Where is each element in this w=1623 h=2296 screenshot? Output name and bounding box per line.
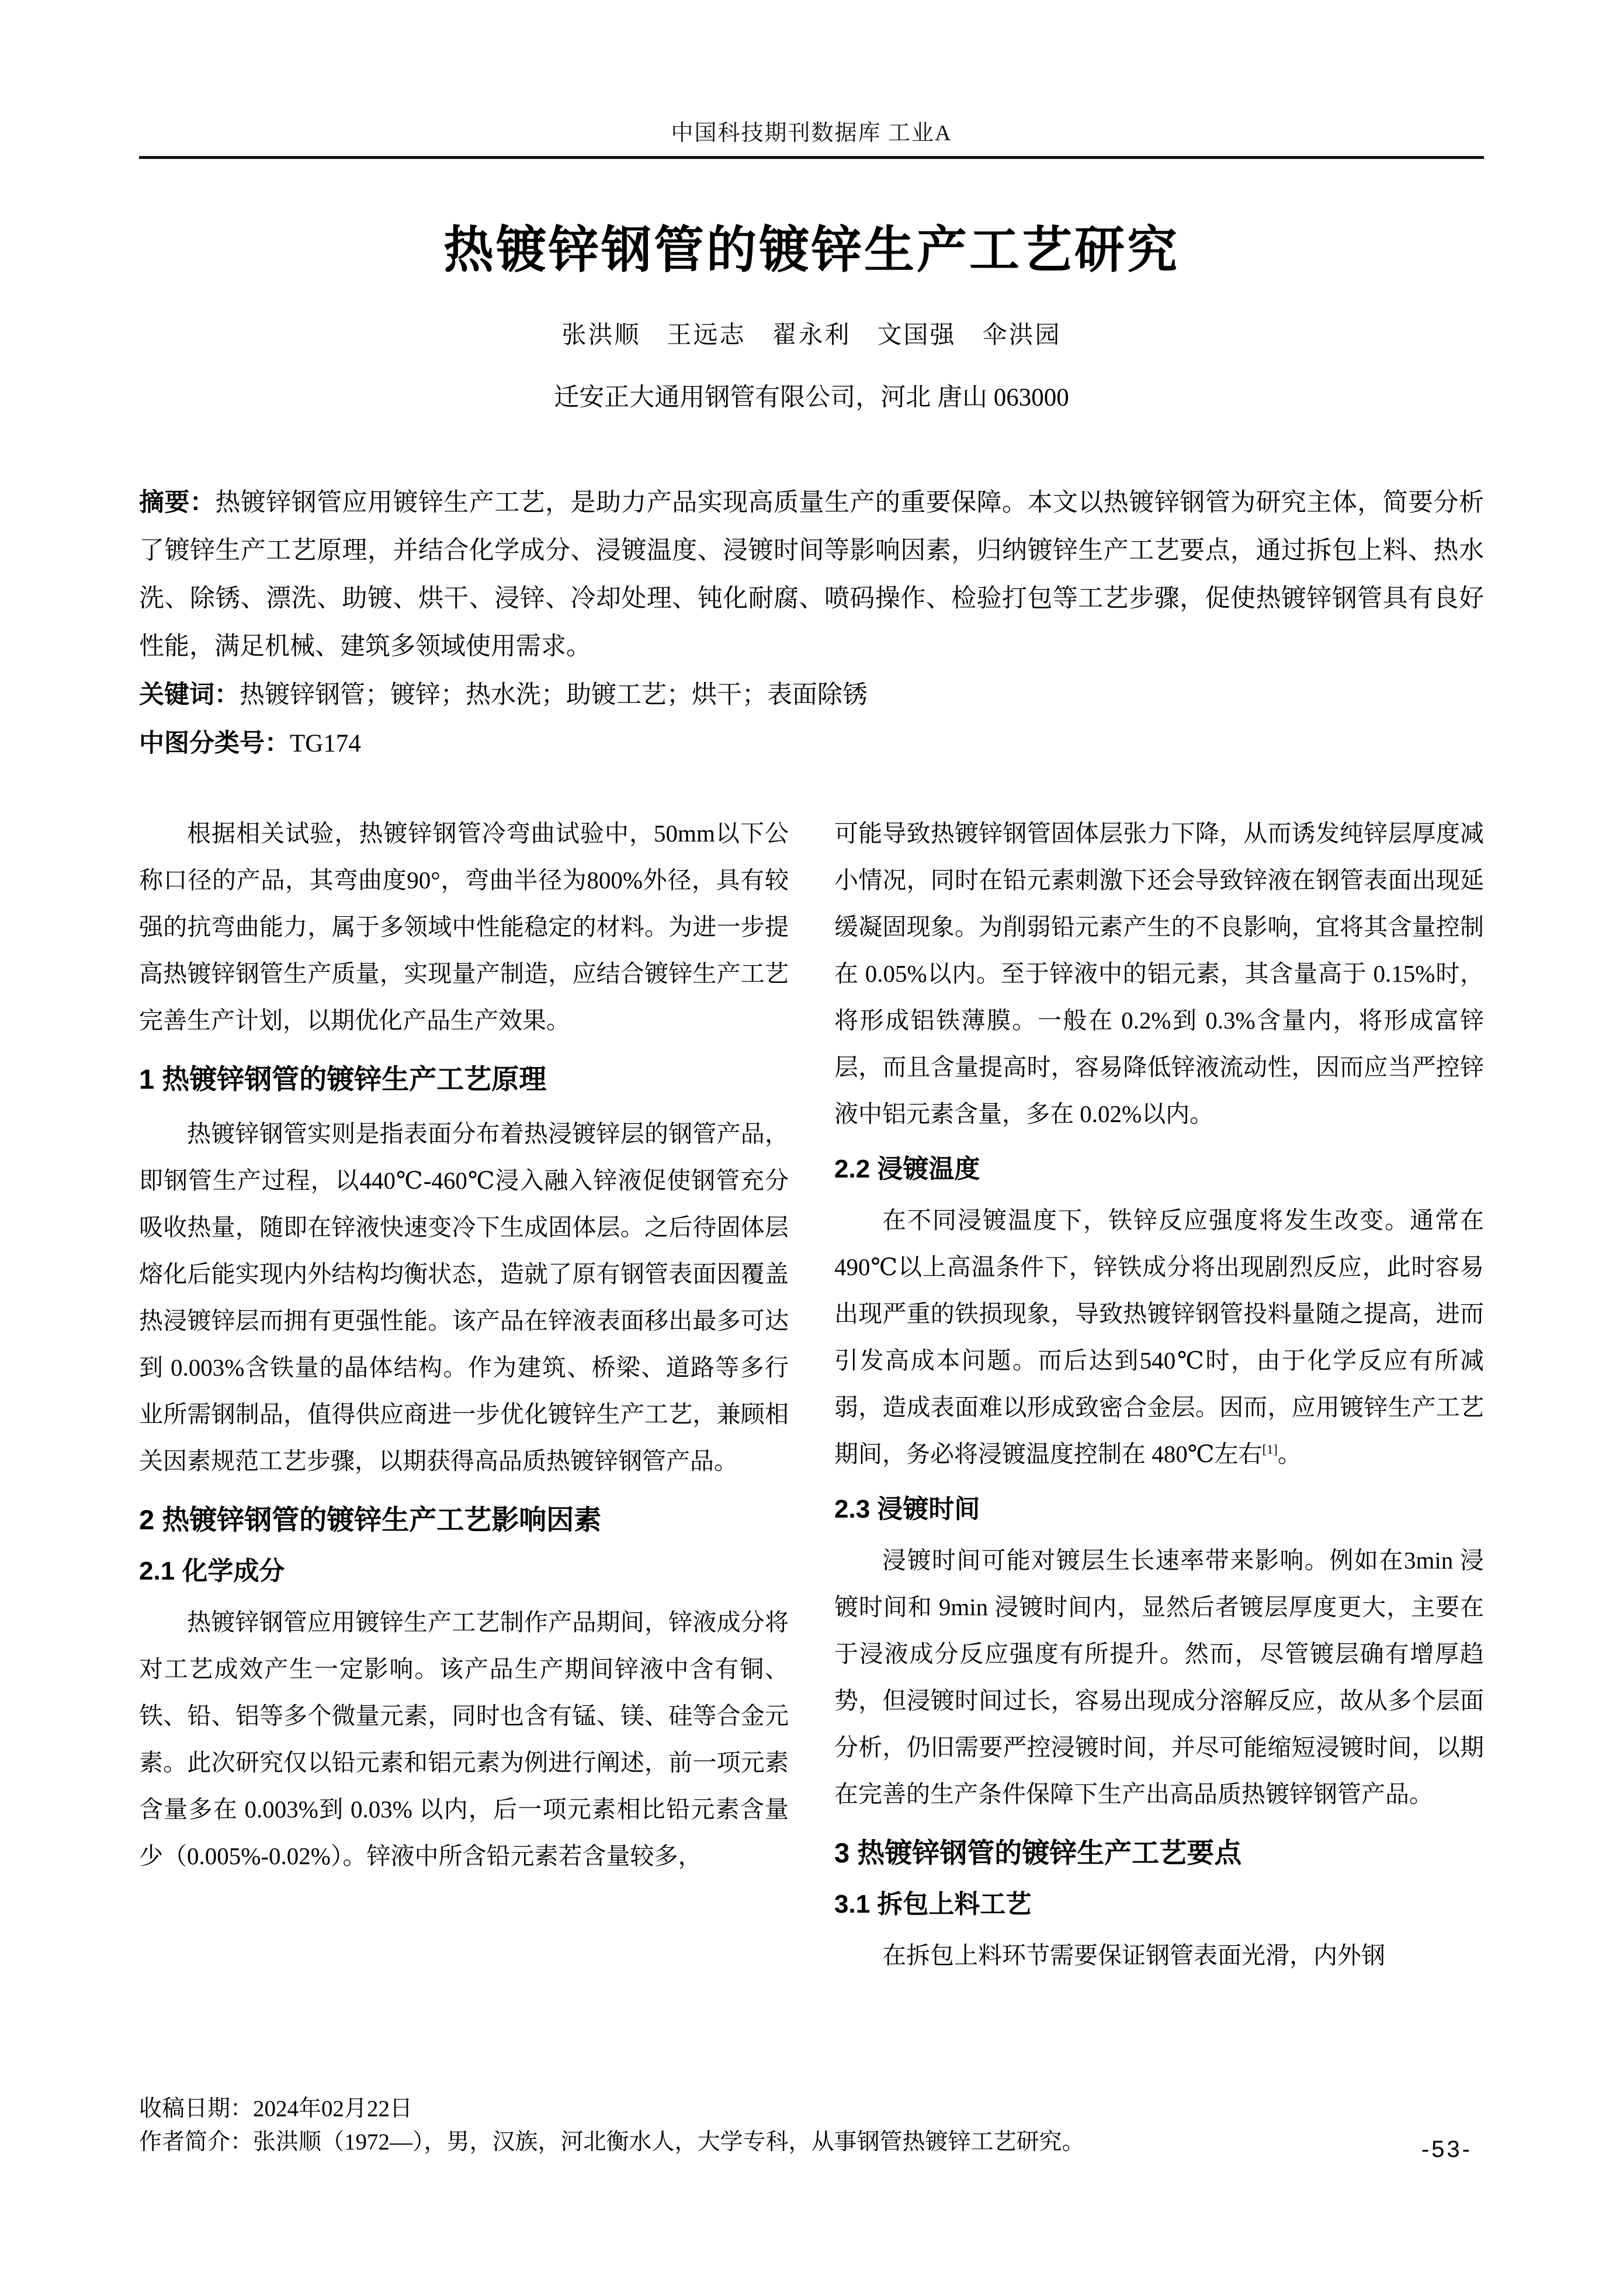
header-divider bbox=[139, 156, 1484, 159]
clc-label: 中图分类号： bbox=[139, 729, 290, 757]
footnote-block bbox=[139, 2092, 1484, 2159]
paragraph-tail: 。 bbox=[1277, 1440, 1302, 1467]
page-title: 热镀锌钢管的镀锌生产工艺研究 bbox=[443, 222, 1180, 278]
reference-marker: [1] bbox=[1262, 1442, 1278, 1457]
left-column bbox=[139, 810, 789, 1879]
keywords-label: 关键词： bbox=[139, 681, 240, 709]
right-column bbox=[834, 810, 1484, 1979]
abstract-label: 摘要： bbox=[139, 489, 216, 517]
keywords-text: 热镀锌钢管；镀锌；热水洗；助镀工艺；烘干；表面除锈 bbox=[240, 681, 868, 709]
body-columns bbox=[139, 810, 1484, 2072]
paragraph: 热镀锌钢管实则是指表面分布着热浸镀锌层的钢管产品，即钢管生产过程，以440℃-460℃浸入融入锌液促使钢管充分吸收热量，随即在锌液快速变冷下生成固体层。之后待固体层熔化后能实现内外结构均衡状态，造就了原有钢管表面因覆盖热浸镀锌层而拥有更强性能。该产品在锌液表面移出最多可达到 0.003%含铁量的晶体结构。作为建筑、桥梁、道路等多行业所需钢制品，值得供应商进一步优化镀锌生产工艺，兼顾相关因素规范工艺步骤，以期获得高品质热镀锌钢管产品。 bbox=[139, 1120, 789, 1474]
paragraph bbox=[834, 1197, 1484, 1477]
section-heading-2: 2 热镀锌钢管的镀锌生产工艺影响因素 bbox=[139, 1504, 602, 1535]
footnote-received-date: 收稿日期：2024年02月22日 bbox=[139, 2096, 413, 2121]
page-number: -53- bbox=[1421, 2136, 1472, 2162]
abstract-text: 热镀锌钢管应用镀锌生产工艺，是助力产品实现高质量生产的重要保障。本文以热镀锌钢管为研究主体，简要分析了镀锌生产工艺原理，并结合化学成分、浸镀温度、浸镀时间等影响因素，归纳镀锌生产工艺要点，通过拆包上料、热水洗、除锈、漂洗、助镀、烘干、浸锌、冷却处理、钝化耐腐、喷码操作、检验打包等工艺步骤，促使热镀锌钢管具有良好性能，满足机械、建筑多领域使用需求。 bbox=[139, 489, 1485, 660]
subsection-heading-3-1: 3.1 拆包上料工艺 bbox=[834, 1890, 1032, 1918]
authors-line: 张洪顺 王远志 翟永利 文国强 伞洪园 bbox=[561, 322, 1062, 349]
footnote-author-bio: 作者简介：张洪顺（1972—），男，汉族，河北衡水人，大学专科，从事钢管热镀锌工艺研究。 bbox=[139, 2129, 1085, 2155]
subsection-heading-2-3: 2.3 浸镀时间 bbox=[834, 1495, 980, 1523]
journal-header-text: 中国科技期刊数据库 工业A bbox=[671, 121, 952, 146]
paragraph: 在拆包上料环节需要保证钢管表面光滑，内外钢 bbox=[882, 1942, 1385, 1969]
clc-value: TG174 bbox=[290, 730, 361, 757]
paragraph: 根据相关试验，热镀锌钢管冷弯曲试验中，50mm以下公称口径的产品，其弯曲度90°，弯曲半径为800%外径，具有较强的抗弯曲能力，属于多领域中性能稳定的材料。为进一步提高热镀锌钢管生产质量，实现量产制造，应结合镀锌生产工艺完善生产计划，以期优化产品生产效果。 bbox=[139, 820, 789, 1034]
subsection-heading-2-1: 2.1 化学成分 bbox=[139, 1557, 285, 1585]
abstract-section bbox=[139, 479, 1484, 671]
paragraph-text: 在不同浸镀温度下，铁锌反应强度将发生改变。通常在 490℃以上高温条件下，锌铁成分将出现剧烈反应，此时容易出现严重的铁损现象，导致热镀锌钢管投料量随之提高，进而引发高成本问题。而后达到540℃时，由于化学反应有所减弱，造成表面难以形成致密合金层。因而，应用镀锌生产工艺期间，务必将浸镀温度控制在 480℃左右 bbox=[834, 1207, 1484, 1467]
section-heading-1: 1 热镀锌钢管的镀锌生产工艺原理 bbox=[139, 1064, 547, 1095]
keywords-section bbox=[139, 671, 1484, 719]
affiliation-line: 迁安正大通用钢管有限公司，河北 唐山 063000 bbox=[554, 384, 1069, 411]
paragraph: 浸镀时间可能对镀层生长速率带来影响。例如在3min 浸镀时间和 9min 浸镀时间内，显然后者镀层厚度更大，主要在于浸液成分反应强度有所提升。然而，尽管镀层确有增厚趋势，但浸镀时间过长，容易出现成分溶解反应，故从多个层面分析，仍旧需要严控浸镀时间，并尽可能缩短浸镀时间，以期在完善的生产条件保障下生产出高品质热镀锌钢管产品。 bbox=[834, 1547, 1484, 1807]
paragraph: 热镀锌钢管应用镀锌生产工艺制作产品期间，锌液成分将对工艺成效产生一定影响。该产品生产期间锌液中含有铜、铁、铅、铝等多个微量元素，同时也含有锰、镁、硅等合金元素。此次研究仅以铅元素和铝元素为例进行阐述，前一项元素含量多在 0.003%到 0.03% 以内，后一项元素相比铅元素含量少（0.005%-0.02%）。锌液中所含铅元素若含量较多， bbox=[139, 1609, 789, 1869]
subsection-heading-2-2: 2.2 浸镀温度 bbox=[834, 1155, 980, 1183]
section-heading-3: 3 热镀锌钢管的镀锌生产工艺要点 bbox=[834, 1837, 1242, 1868]
clc-section bbox=[139, 719, 1484, 768]
paragraph: 可能导致热镀锌钢管固体层张力下降，从而诱发纯锌层厚度减小情况，同时在铅元素刺激下还会导致锌液在钢管表面出现延缓凝固现象。为削弱铅元素产生的不良影响，宜将其含量控制在 0.05%以内。至于锌液中的铝元素，其含量高于 0.15%时，将形成铝铁薄膜。一般在 0.2%到 0.3%含量内，将形成富锌层，而且含量提高时，容易降低锌液流动性，因而应当严控锌液中铝元素含量，多在 0.02%以内。 bbox=[834, 820, 1484, 1127]
